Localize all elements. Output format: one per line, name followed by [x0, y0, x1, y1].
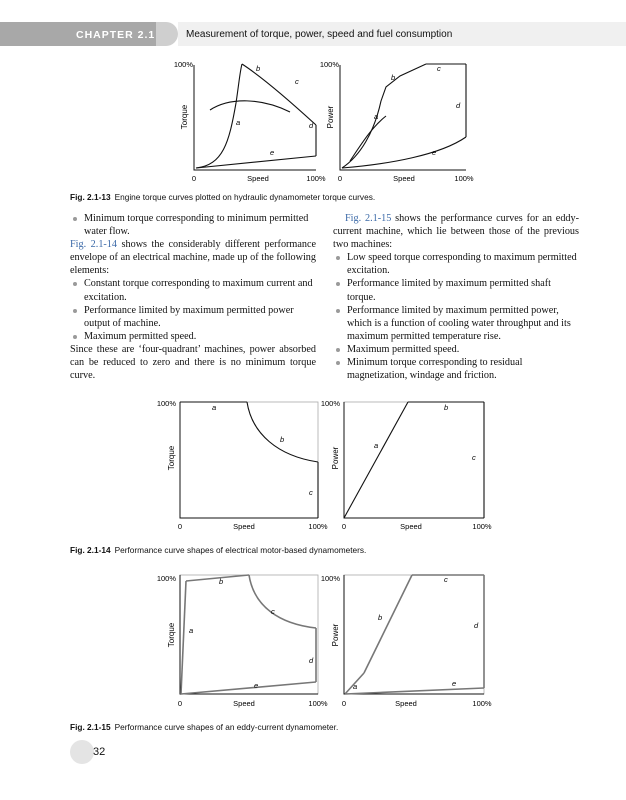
fig15-right-y-label: Power	[331, 623, 340, 647]
fig13-left-x-min: 0	[191, 174, 197, 183]
fig15-left-curve-b	[186, 575, 249, 581]
chapter-header-tab	[156, 22, 178, 46]
figure-2-1-14-graphic	[0, 396, 626, 561]
fig15-left-y-label: Torque	[167, 622, 176, 648]
right-bullet-item: Maximum permitted speed.	[333, 343, 579, 356]
fig13-caption-text: Engine torque curves plotted on hydraulic dynamometer torque curves.	[114, 192, 376, 202]
fig14-right-label-a: a	[374, 441, 379, 450]
fig15-right-frame	[344, 575, 484, 694]
fig13-left-y-max: 100%	[173, 60, 193, 69]
fig15-left-x-min: 0	[177, 699, 183, 708]
fig13-left-label-c: c	[295, 77, 299, 86]
fig15-right-curve-e	[345, 688, 484, 694]
fig15-right-label-a: a	[353, 682, 358, 691]
fig15-right-curve-b	[364, 575, 412, 673]
fig14-right-label-c: c	[472, 453, 476, 462]
fig13-right-x-max: 100%	[454, 174, 474, 183]
fig13-right-x-label: Speed	[393, 174, 415, 183]
figure-2-1-14	[0, 396, 626, 561]
page-number: 32	[93, 746, 106, 758]
fig13-left-curve-c	[242, 64, 316, 125]
text-column-right	[333, 212, 579, 382]
fig13-left-label-a: a	[236, 118, 241, 127]
fig14-left-label-c: c	[309, 488, 313, 497]
fig14-caption-number: Fig. 2.1-14	[70, 545, 111, 555]
right-bullet-item: Performance limited by maximum permitted power, which is a function of cooling water throughput and its maximum permitted temperature rise.	[333, 304, 579, 343]
figure-2-1-13	[0, 55, 626, 205]
fig15-left-curve-a	[181, 581, 186, 694]
fig14-right-frame	[344, 402, 484, 518]
fig14-right-x-min: 0	[341, 522, 347, 531]
fig15-left-label-c: c	[271, 607, 275, 616]
fig15-left-y-max: 100%	[156, 574, 176, 583]
fig13-right-label-e: e	[432, 148, 437, 157]
page-number-circle	[70, 740, 94, 764]
right-bullet-item: Performance limited by maximum permitted shaft torque.	[333, 277, 579, 303]
fig13-left-x-label: Speed	[247, 174, 269, 183]
fig15-right-x-max: 100%	[472, 699, 492, 708]
fig14-left-curve-b	[247, 402, 318, 462]
fig13-right-panel	[320, 60, 474, 183]
right-bullet-item: Low speed torque corresponding to maximum permitted excitation.	[333, 251, 579, 277]
fig13-caption-number: Fig. 2.1-13	[70, 192, 111, 202]
left-bullet-item: Performance limited by maximum permitted power output of machine.	[70, 304, 316, 330]
fig15-right-x-min: 0	[341, 699, 347, 708]
fig13-right-label-c: c	[437, 64, 441, 73]
fig13-left-label-b: b	[256, 64, 261, 73]
fig15-caption-number: Fig. 2.1-15	[70, 722, 111, 732]
fig13-left-label-e: e	[270, 148, 275, 157]
fig13-right-label-b: b	[391, 73, 396, 82]
fig14-right-y-label: Power	[331, 446, 340, 470]
fig15-left-x-max: 100%	[308, 699, 328, 708]
fig13-left-y-label: Torque	[180, 104, 189, 130]
fig14-left-panel	[157, 399, 328, 531]
figure-2-1-15-graphic	[0, 569, 626, 734]
fig15-left-label-b: b	[219, 577, 224, 586]
fig13-right-y-max: 100%	[319, 60, 339, 69]
fig14-right-x-max: 100%	[472, 522, 492, 531]
left-bullet-item: Maximum permitted speed.	[70, 330, 316, 343]
fig15-left-x-label: Speed	[233, 699, 255, 708]
fig15-right-label-e: e	[452, 679, 457, 688]
fig15-left-label-a: a	[189, 626, 194, 635]
fig13-left-curve-a	[196, 64, 242, 168]
fig13-left-x-max: 100%	[306, 174, 326, 183]
fig15-right-y-max: 100%	[320, 574, 340, 583]
fig15-right-axes	[344, 575, 484, 694]
left-paragraph: Fig. 2.1-14 shows the considerably different performance envelope of an electrical machine, made up of the following elements:	[70, 239, 317, 277]
fig14-right-curve-a	[344, 402, 408, 518]
fig14-caption	[70, 545, 366, 555]
left-closing-paragraph: Since these are ‘four-quadrant’ machines, power absorbed can be reduced to zero and there is no minimum torque curve.	[70, 343, 316, 382]
left-bullet-item: Minimum torque corresponding to minimum permitted water flow.	[70, 212, 316, 238]
fig13-left-curve-e	[196, 156, 316, 168]
fig15-left-label-d: d	[309, 656, 314, 665]
fig15-right-label-d: d	[474, 621, 479, 630]
fig14-right-x-label: Speed	[400, 522, 422, 531]
running-title: Measurement of torque, power, speed and fuel consumption	[186, 29, 453, 40]
fig14-caption-text: Performance curve shapes of electrical motor-based dynamometers.	[114, 545, 367, 555]
fig14-left-label-a: a	[212, 403, 217, 412]
fig13-right-label-d: d	[456, 101, 461, 110]
fig15-reference-link[interactable]: Fig. 2.1-15	[345, 213, 392, 224]
fig13-left-engine-curve	[210, 101, 290, 112]
fig15-left-panel	[157, 574, 328, 708]
fig14-left-frame	[180, 402, 318, 518]
fig14-right-y-max: 100%	[320, 399, 340, 408]
fig15-right-panel	[321, 574, 492, 708]
fig13-right-curve-e	[342, 137, 466, 168]
fig15-right-label-b: b	[378, 613, 383, 622]
fig14-reference-link[interactable]: Fig. 2.1-14	[70, 239, 117, 251]
fig13-caption	[70, 192, 375, 202]
fig15-left-frame	[180, 575, 318, 694]
fig13-right-label-a: a	[374, 112, 379, 121]
fig15-caption-text: Performance curve shapes of an eddy-current dynamometer.	[114, 722, 339, 732]
fig14-left-x-label: Speed	[233, 522, 255, 531]
fig15-caption	[70, 722, 338, 732]
chapter-label: CHAPTER 2.1	[76, 29, 156, 41]
fig14-left-x-min: 0	[177, 522, 183, 531]
fig14-left-x-max: 100%	[308, 522, 328, 531]
fig13-left-panel	[174, 60, 326, 183]
fig15-left-curve-c	[249, 575, 316, 628]
left-bullet-item: Constant torque corresponding to maximum current and excitation.	[70, 277, 316, 303]
fig14-left-label-b: b	[280, 435, 285, 444]
fig15-left-label-e: e	[254, 681, 259, 690]
fig14-left-axes	[180, 402, 318, 518]
fig14-left-y-label: Torque	[167, 445, 176, 471]
fig15-right-x-label: Speed	[395, 699, 417, 708]
fig13-left-label-d: d	[309, 121, 314, 130]
figure-2-1-15	[0, 569, 626, 734]
fig13-right-curve-b	[342, 64, 426, 168]
figure-2-1-13-graphic	[0, 55, 626, 205]
right-paragraph: Fig. 2.1-15 shows the performance curves for an eddy-current machine, which lie between those of the previous two machines:	[333, 213, 579, 251]
right-bullet-item: Minimum torque corresponding to residual magnetization, windage and friction.	[333, 356, 579, 382]
fig15-left-curve-e	[181, 682, 316, 694]
fig13-right-y-label: Power	[326, 105, 335, 129]
fig14-right-panel	[321, 399, 492, 531]
fig14-right-axes	[344, 402, 484, 518]
fig15-right-label-c: c	[444, 575, 448, 584]
fig15-left-axes	[180, 575, 318, 694]
fig14-left-y-max: 100%	[156, 399, 176, 408]
fig13-right-x-min: 0	[337, 174, 343, 183]
fig13-right-axes	[340, 65, 466, 170]
text-column-left	[70, 212, 316, 382]
fig14-right-label-b: b	[444, 403, 449, 412]
